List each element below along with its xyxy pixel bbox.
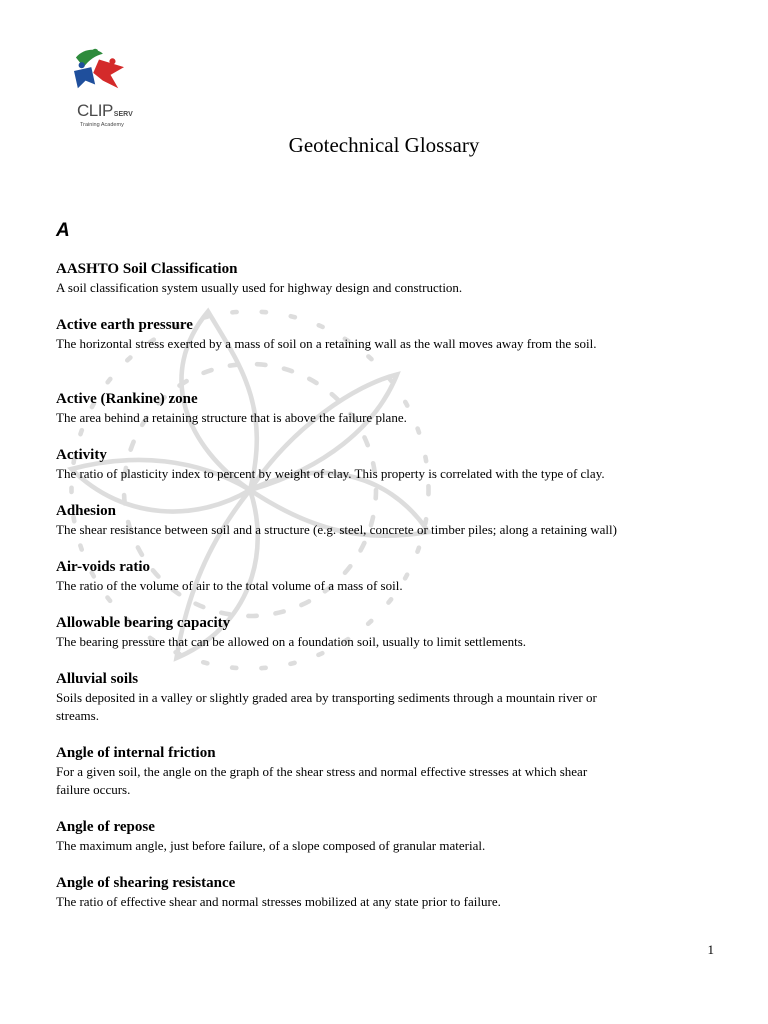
glossary-definition-line: For a given soil, the angle on the graph of the shear stress and normal effective stresses at which shear [56,764,588,779]
clipserv-logo [66,46,146,132]
logo-name-text: CLIP [77,101,113,120]
page-number: 1 [707,942,714,957]
glossary-definition: The maximum angle, just before failure, of a slope composed of granular material. [56,838,486,853]
glossary-definition-line: failure occurs. [56,782,131,797]
glossary-entry [56,874,716,911]
glossary-definition: The ratio of effective shear and normal stresses mobilized at any state prior to failure. [56,894,501,909]
glossary-entry [56,744,716,799]
glossary-definition: The ratio of the volume of air to the total volume of a mass of soil. [56,578,403,593]
glossary-definition-line: streams. [56,708,99,723]
glossary-entry [56,316,716,353]
glossary-definition: The area behind a retaining structure that is above the failure plane. [56,410,407,425]
glossary-entry [56,614,716,651]
glossary-term: Angle of shearing resistance [56,875,236,891]
glossary-term: Activity [56,447,107,463]
logo-head-green [92,49,98,55]
glossary-entry [56,446,716,483]
clipserv-emblem-icon [70,46,128,96]
glossary-term: Angle of internal friction [56,745,216,761]
glossary-entry [56,670,716,725]
logo-head-red [109,58,115,64]
glossary-term: Angle of repose [56,819,155,835]
glossary-definition: A soil classification system usually used for highway design and construction. [56,280,463,295]
glossary-term: Adhesion [56,503,117,519]
glossary-term: AASHTO Soil Classification [56,261,238,277]
glossary-definition: The horizontal stress exerted by a mass of soil on a retaining wall as the wall moves away from the soil. [56,336,597,351]
glossary-term: Air-voids ratio [56,559,151,575]
glossary-term: Alluvial soils [56,671,139,687]
logo-serv-superscript: SERV [113,111,133,118]
glossary-term: Active earth pressure [56,317,193,333]
glossary-entry [56,502,716,539]
glossary-term: Allowable bearing capacity [56,615,231,631]
glossary-entry [56,558,716,595]
logo-figure-red [93,59,124,88]
section-heading: A [56,220,70,241]
logo-subtitle: Training Academy [80,122,124,128]
document-title: Geotechnical Glossary [288,133,480,157]
glossary-entry [56,818,716,855]
glossary-definition: The ratio of plasticity index to percent by weight of clay. This property is correlated with the type of clay. [56,466,605,481]
glossary-entry [56,260,716,297]
glossary-definition: The shear resistance between soil and a structure (e.g. steel, concrete or timber piles; along a retaining wall) [56,522,617,537]
glossary-term: Active (Rankine) zone [56,391,198,407]
glossary-definition-line: Soils deposited in a valley or slightly graded area by transporting sediments through a mountain river or [56,690,597,705]
glossary-entry [56,390,716,427]
logo-head-blue [79,62,85,68]
logo-figure-blue [74,67,95,88]
logo-wordmark [77,102,133,119]
glossary-definition: The bearing pressure that can be allowed on a foundation soil, usually to limit settlements. [56,634,527,649]
